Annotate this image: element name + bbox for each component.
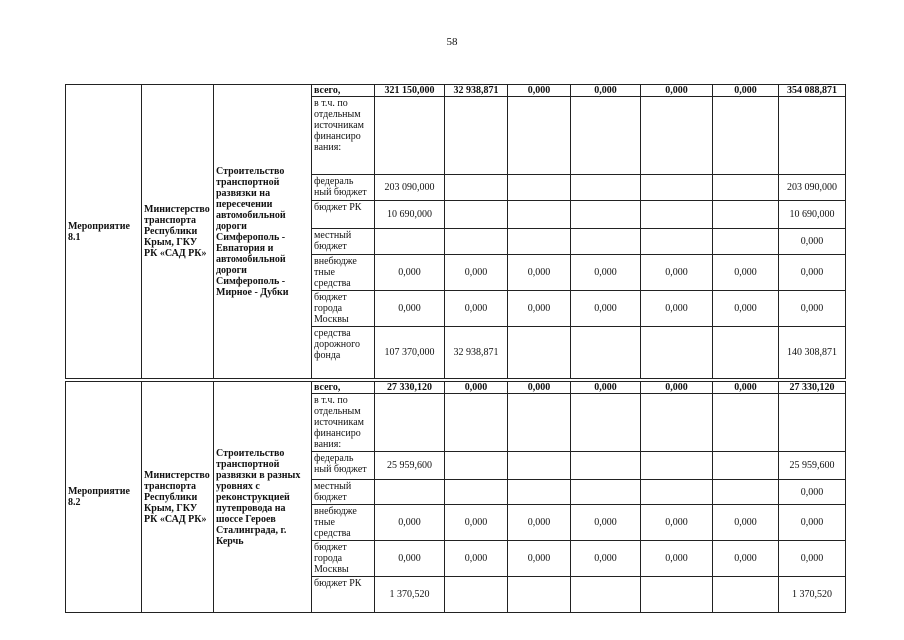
total-cell: 0,000 bbox=[779, 291, 846, 327]
measure-name: Мероприятие 8.1 bbox=[66, 85, 142, 379]
year-value-cell bbox=[571, 201, 641, 229]
total-row bbox=[66, 85, 846, 97]
year-value-cell bbox=[508, 577, 571, 613]
total-cell: 27 330,120 bbox=[779, 382, 846, 394]
year-value-cell bbox=[641, 480, 713, 505]
year-value-cell bbox=[713, 175, 779, 201]
year-value-cell bbox=[508, 394, 571, 452]
responsible-ministry: Министерство транспорта Республики Крым, ГКУ РК «САД РК» bbox=[142, 382, 214, 613]
year-value-cell: 0,000 bbox=[641, 382, 713, 394]
year-value-cell bbox=[571, 97, 641, 175]
year-value-cell bbox=[445, 97, 508, 175]
funding-source-label: местный бюджет bbox=[312, 229, 375, 255]
year-value-cell bbox=[375, 394, 445, 452]
table-body bbox=[66, 85, 846, 613]
funding-source-label: бюджет города Москвы bbox=[312, 291, 375, 327]
budget-table bbox=[65, 84, 846, 613]
total-cell: 0,000 bbox=[779, 229, 846, 255]
year-value-cell: 0,000 bbox=[641, 85, 713, 97]
year-value-cell bbox=[445, 577, 508, 613]
total-cell: 25 959,600 bbox=[779, 452, 846, 480]
year-value-cell bbox=[445, 229, 508, 255]
year-value-cell: 0,000 bbox=[713, 291, 779, 327]
year-value-cell bbox=[445, 201, 508, 229]
funding-source-label: в т.ч. по отдельным источникам финансиро вания: bbox=[312, 394, 375, 452]
total-cell bbox=[779, 97, 846, 175]
total-cell: 0,000 bbox=[779, 505, 846, 541]
year-value-cell bbox=[445, 175, 508, 201]
year-value-cell: 203 090,000 bbox=[375, 175, 445, 201]
page-number: 58 bbox=[446, 36, 458, 48]
year-value-cell: 0,000 bbox=[445, 255, 508, 291]
year-value-cell: 0,000 bbox=[571, 541, 641, 577]
year-value-cell bbox=[508, 201, 571, 229]
funding-source-label: местный бюджет bbox=[312, 480, 375, 505]
year-value-cell bbox=[641, 229, 713, 255]
funding-source-label: всего, bbox=[312, 85, 375, 97]
year-value-cell bbox=[571, 394, 641, 452]
year-value-cell: 0,000 bbox=[571, 85, 641, 97]
funding-source-label: внебюдже тные средства bbox=[312, 255, 375, 291]
year-value-cell bbox=[508, 480, 571, 505]
year-value-cell bbox=[641, 327, 713, 379]
year-value-cell: 0,000 bbox=[713, 255, 779, 291]
year-value-cell: 0,000 bbox=[641, 541, 713, 577]
year-value-cell bbox=[571, 452, 641, 480]
year-value-cell: 0,000 bbox=[508, 255, 571, 291]
funding-source-label: бюджет города Москвы bbox=[312, 541, 375, 577]
year-value-cell bbox=[641, 175, 713, 201]
year-value-cell: 0,000 bbox=[445, 541, 508, 577]
year-value-cell bbox=[641, 201, 713, 229]
funding-source-label: внебюдже тные средства bbox=[312, 505, 375, 541]
year-value-cell bbox=[508, 97, 571, 175]
year-value-cell: 0,000 bbox=[713, 505, 779, 541]
funding-source-label: федераль ный бюджет bbox=[312, 452, 375, 480]
year-value-cell: 0,000 bbox=[508, 85, 571, 97]
total-cell: 1 370,520 bbox=[779, 577, 846, 613]
measure-name: Мероприятие 8.2 bbox=[66, 382, 142, 613]
year-value-cell bbox=[641, 97, 713, 175]
total-cell: 203 090,000 bbox=[779, 175, 846, 201]
funding-source-label: бюджет РК bbox=[312, 201, 375, 229]
year-value-cell bbox=[445, 394, 508, 452]
year-value-cell bbox=[641, 452, 713, 480]
year-value-cell: 321 150,000 bbox=[375, 85, 445, 97]
funding-source-label: федераль ный бюджет bbox=[312, 175, 375, 201]
year-value-cell bbox=[713, 229, 779, 255]
year-value-cell: 0,000 bbox=[713, 541, 779, 577]
total-cell: 10 690,000 bbox=[779, 201, 846, 229]
year-value-cell bbox=[713, 97, 779, 175]
year-value-cell bbox=[375, 229, 445, 255]
year-value-cell bbox=[375, 480, 445, 505]
year-value-cell bbox=[713, 327, 779, 379]
year-value-cell bbox=[375, 97, 445, 175]
object-description: Строительство транспортной развязки на пересечении автомобильной дороги Симферополь - Евпатория и автомобильной дороги Симферополь - Мирное - Дубки bbox=[214, 85, 312, 379]
funding-source-label: всего, bbox=[312, 382, 375, 394]
total-cell bbox=[779, 394, 846, 452]
funding-source-label: в т.ч. по отдельным источникам финансиро вания: bbox=[312, 97, 375, 175]
year-value-cell bbox=[445, 452, 508, 480]
year-value-cell bbox=[508, 452, 571, 480]
year-value-cell: 25 959,600 bbox=[375, 452, 445, 480]
year-value-cell: 27 330,120 bbox=[375, 382, 445, 394]
funding-source-label: средства дорожного фонда bbox=[312, 327, 375, 379]
year-value-cell: 0,000 bbox=[571, 255, 641, 291]
year-value-cell: 10 690,000 bbox=[375, 201, 445, 229]
year-value-cell bbox=[641, 577, 713, 613]
year-value-cell: 1 370,520 bbox=[375, 577, 445, 613]
total-row bbox=[66, 382, 846, 394]
year-value-cell: 0,000 bbox=[375, 291, 445, 327]
year-value-cell: 32 938,871 bbox=[445, 327, 508, 379]
year-value-cell: 0,000 bbox=[508, 291, 571, 327]
year-value-cell: 0,000 bbox=[508, 382, 571, 394]
year-value-cell: 0,000 bbox=[713, 382, 779, 394]
year-value-cell: 107 370,000 bbox=[375, 327, 445, 379]
year-value-cell bbox=[713, 394, 779, 452]
total-cell: 0,000 bbox=[779, 255, 846, 291]
year-value-cell: 0,000 bbox=[375, 541, 445, 577]
total-cell: 140 308,871 bbox=[779, 327, 846, 379]
year-value-cell bbox=[508, 175, 571, 201]
year-value-cell bbox=[641, 394, 713, 452]
responsible-ministry: Министерство транспорта Республики Крым, ГКУ РК «САД РК» bbox=[142, 85, 214, 379]
year-value-cell: 0,000 bbox=[445, 505, 508, 541]
year-value-cell bbox=[571, 229, 641, 255]
year-value-cell: 0,000 bbox=[445, 382, 508, 394]
year-value-cell: 0,000 bbox=[641, 291, 713, 327]
year-value-cell bbox=[713, 452, 779, 480]
year-value-cell: 32 938,871 bbox=[445, 85, 508, 97]
year-value-cell: 0,000 bbox=[641, 255, 713, 291]
total-cell: 0,000 bbox=[779, 541, 846, 577]
year-value-cell: 0,000 bbox=[641, 505, 713, 541]
year-value-cell bbox=[508, 327, 571, 379]
year-value-cell: 0,000 bbox=[571, 382, 641, 394]
year-value-cell: 0,000 bbox=[375, 505, 445, 541]
year-value-cell: 0,000 bbox=[508, 541, 571, 577]
year-value-cell: 0,000 bbox=[571, 291, 641, 327]
year-value-cell bbox=[713, 480, 779, 505]
total-cell: 354 088,871 bbox=[779, 85, 846, 97]
year-value-cell bbox=[571, 577, 641, 613]
year-value-cell bbox=[445, 480, 508, 505]
object-description: Строительство транспортной развязки в разных уровнях с реконструкцией путепровода на шоссе Героев Сталинграда, г. Керчь bbox=[214, 382, 312, 613]
year-value-cell bbox=[508, 229, 571, 255]
total-cell: 0,000 bbox=[779, 480, 846, 505]
year-value-cell: 0,000 bbox=[713, 85, 779, 97]
funding-source-label: бюджет РК bbox=[312, 577, 375, 613]
year-value-cell: 0,000 bbox=[375, 255, 445, 291]
year-value-cell: 0,000 bbox=[445, 291, 508, 327]
year-value-cell bbox=[571, 327, 641, 379]
year-value-cell: 0,000 bbox=[571, 505, 641, 541]
year-value-cell bbox=[713, 201, 779, 229]
year-value-cell bbox=[571, 480, 641, 505]
year-value-cell: 0,000 bbox=[508, 505, 571, 541]
year-value-cell bbox=[713, 577, 779, 613]
year-value-cell bbox=[571, 175, 641, 201]
